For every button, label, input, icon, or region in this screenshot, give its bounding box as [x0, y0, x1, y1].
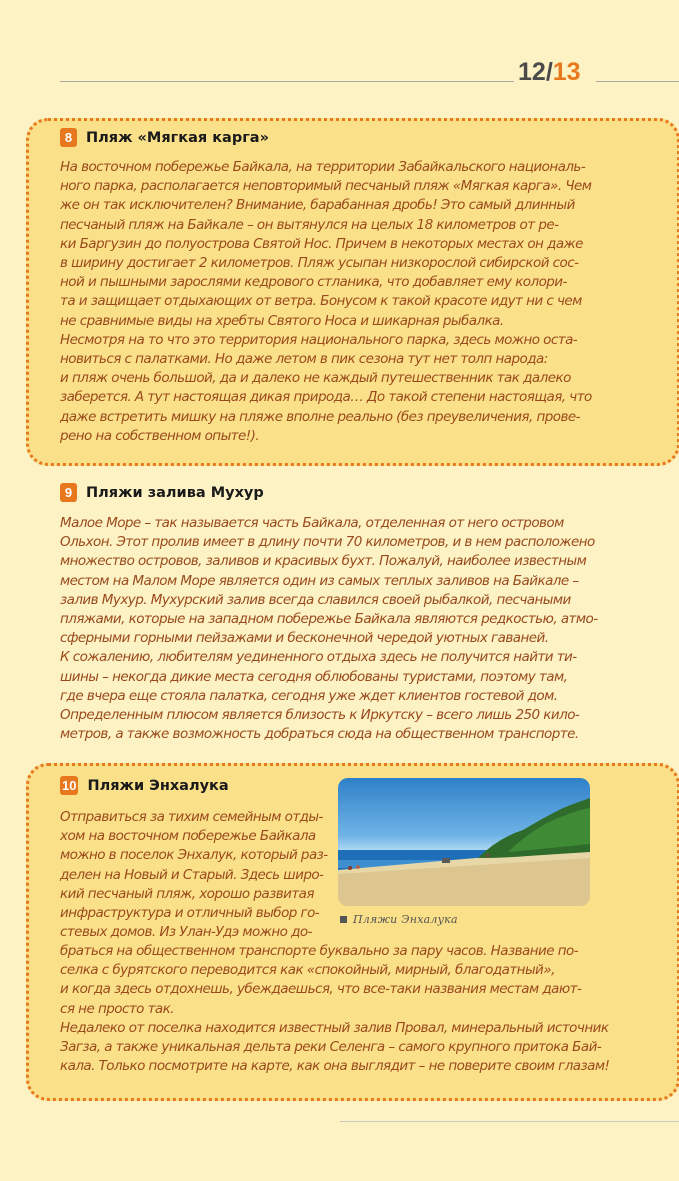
page-current: 12 [518, 58, 546, 86]
section-8-text [60, 158, 640, 446]
text-line: шины – некогда дикие места сегодня облюбованы туристами, поэтому там, [60, 668, 568, 685]
page-next: 13 [552, 58, 581, 86]
text-line: новиться с палатками. Но даже летом в пик сезона тут нет толп народа: [60, 351, 548, 368]
text-line: не сравнимые виды на хребты Святого Носа и шикарная рыбалка. [60, 312, 504, 329]
text-line: Загза, а также уникальная дельта реки Селенга – самого крупного притока Бай- [60, 1039, 602, 1056]
header-rule-right [596, 81, 679, 82]
section-title: Пляжи Энхалука [87, 777, 229, 794]
section-number-badge: 9 [60, 483, 77, 502]
text-line: ной и пышными зарослями кедрового стланика, что добавляет ему колори- [60, 274, 567, 291]
text-line: метров, а также возможность добраться сюда на общественном транспорте. [60, 726, 579, 743]
text-line: ся не просто так. [60, 1000, 174, 1017]
text-line: и пляж очень большой, да и далеко не каждый путешественник так далеко [60, 370, 571, 387]
text-line: К сожалению, любителям уединенного отдыха здесь не получится найти ти- [60, 649, 577, 666]
caption-text: Пляжи Энхалука [353, 913, 458, 926]
footer-rule [340, 1121, 679, 1122]
text-line: ки Баргузин до полуострова Святой Нос. Причем в некоторых местах он даже [60, 235, 583, 252]
text-line: Малое Море – так называется часть Байкала, отделенная от него островом [60, 515, 564, 531]
text-line: песчаный пляж на Байкале – он вытянулся на целых 18 километров от ре- [60, 216, 559, 233]
section-9-text [60, 514, 640, 744]
text-line: инфраструктура и отличный выбор го- [60, 905, 320, 922]
section-9-heading [60, 483, 264, 502]
text-line: где вчера еще стояла палатка, сегодня уже ждет клиентов гостевой дом. [60, 687, 558, 704]
section-number-badge: 10 [62, 778, 77, 793]
text-line: Определенным плюсом является близость к Иркутску – всего лишь 250 кило- [60, 707, 580, 724]
section-10-text-left [60, 808, 330, 942]
text-line: делен на Новый и Старый. Здесь широ- [60, 866, 324, 883]
beach-photo-drawing [338, 778, 590, 906]
section-title: Пляж «Мягкая карга» [86, 129, 269, 146]
caption-square-icon [340, 916, 347, 923]
text-line: и когда здесь отдохнешь, убеждаешься, что все-таки названия местам дают- [60, 981, 582, 998]
section-8-heading [60, 128, 269, 147]
text-line: сферными горными пейзажами и бесконечной чередой уютных гаваней. [60, 630, 549, 647]
text-line: Несмотря на то что это территория национального парка, здесь можно оста- [60, 331, 578, 348]
text-line: Недалеко от поселка находится известный залив Провал, минеральный источник [60, 1019, 609, 1036]
text-line: же он так исключителен? Внимание, барабанная дробь! Это самый длинный [60, 197, 575, 214]
text-line: Ольхон. Этот пролив имеет в длину почти 70 километров, и в нем расположено [60, 534, 595, 551]
text-line: Отправиться за тихим семейным отды- [60, 809, 323, 825]
text-line: заберется. А тут настоящая дикая природа… До такой степени настоящая, что [60, 389, 592, 406]
text-line: селка с бурятского переводится как «спокойный, мирный, благодатный», [60, 962, 555, 979]
text-line: местом на Малом Море является один из самых теплых заливов на Байкале – [60, 572, 579, 589]
text-line: можно в поселок Энхалук, который раз- [60, 847, 328, 864]
header-rule [60, 81, 514, 82]
page-separator: / [545, 58, 553, 86]
text-line: браться на общественном транспорте буквально за пару часов. Название по- [60, 943, 579, 959]
section-title: Пляжи залива Мухур [86, 484, 264, 501]
section-10-heading [60, 776, 229, 795]
section-number-badge: 8 [60, 128, 77, 147]
text-line: хом на восточном побережье Байкала [60, 828, 316, 845]
text-line: пляжами, которые на западном побережье Байкала являются редкостью, атмо- [60, 611, 598, 628]
text-line: множество островов, заливов и красивых бухт. Пожалуй, наиболее известным [60, 553, 587, 570]
text-line: залив Мухур. Мухурский залив всегда славился своей рыбалкой, песчаными [60, 591, 571, 608]
photo-caption [340, 913, 458, 926]
page-number [518, 58, 581, 87]
text-line: даже встретить мишку на пляже вполне реально (без преувеличения, прове- [60, 408, 580, 425]
text-line: в ширину достигает 2 километров. Пляж усыпан низкорослой сибирской сос- [60, 255, 579, 272]
text-line: та и защищает отдыхающих от ветра. Бонусом к такой красоте идут ни с чем [60, 293, 582, 310]
text-line: рено на собственном опыте!). [60, 427, 260, 444]
text-line: стевых домов. Из Улан-Удэ можно до- [60, 924, 312, 941]
section-10-text [60, 942, 640, 1076]
text-line: кий песчаный пляж, хорошо развитая [60, 885, 314, 902]
beach-photo [338, 778, 590, 906]
text-line: кала. Только посмотрите на карте, как она выглядит – не поверите своим глазам! [60, 1058, 610, 1075]
text-line: На восточном побережье Байкала, на территории Забайкальского националь- [60, 159, 586, 175]
text-line: ного парка, располагается неповторимый песчаный пляж «Мягкая карга». Чем [60, 178, 592, 195]
